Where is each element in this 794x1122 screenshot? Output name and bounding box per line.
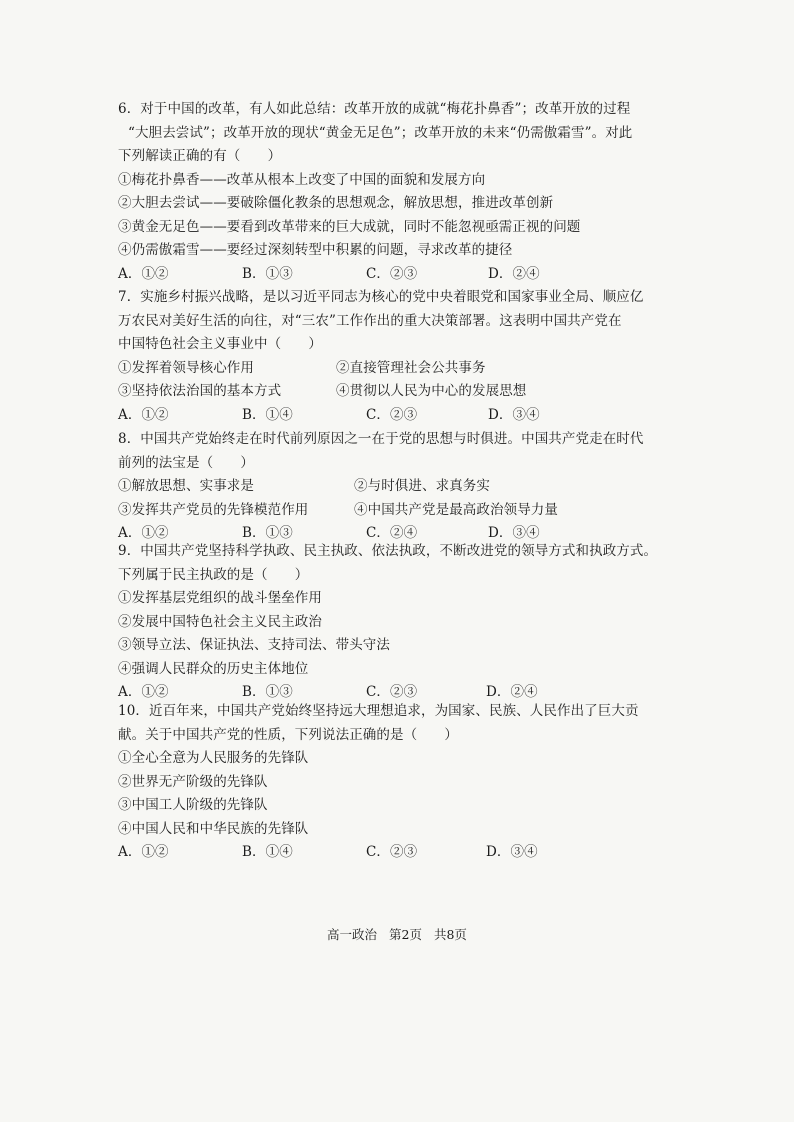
answer-options [118,404,664,428]
footer-total-pages: 共8页 [433,927,467,942]
question-stem: 献。关于中国共产党的性质，下列说法正确的是（ ） [118,726,458,743]
option-b: B．①③ [242,265,293,282]
choice-item: ②世界无产阶级的先锋队 [118,773,268,790]
choice-item: ④仍需傲霜雪——要经过深刻转型中积累的问题，寻求改革的捷径 [118,242,513,258]
question-stem: 9．中国共产党坚持科学执政、民主执政、依法执政，不断改进党的领导方式和执政方式。 [118,543,658,559]
footer-page-number: 第2页 [389,927,422,942]
choice-item: ④贯彻以人民为中心的发展思想 [336,383,527,399]
option-a: A．①② [118,844,169,860]
question-stem: 10．近百年来，中国共产党始终坚持远大理想追求，为国家、民族、人民作出了巨大贡 [118,703,639,719]
option-a: A．①② [118,406,169,423]
choice-item: ①发挥着领导核心作用 [118,359,254,376]
option-b: B．①④ [242,406,293,423]
choice-item: ①全心全意为人民服务的先锋队 [118,750,309,766]
question-stem: 8．中国共产党始终走在时代前列原因之一在于党的思想与时俱进。中国共产党走在时代 [118,431,644,447]
choice-item: ②与时俱进、求真务实 [354,478,490,494]
choice-item: ④中国人民和中华民族的先锋队 [118,820,309,837]
question-stem: 7．实施乡村振兴战略，是以习近平同志为核心的党中央着眼党和国家事业全局、顺应亿 [118,289,644,305]
question-8 [118,428,664,546]
question-9 [118,540,664,705]
choice-item: ①解放思想、实事求是 [118,478,254,494]
question-7 [118,286,664,427]
option-a: A．①② [118,265,169,282]
option-b: B．①④ [242,844,293,860]
choice-item-row [118,380,664,404]
choice-item: ④强调人民群众的历史主体地位 [118,660,309,677]
question-stem: 万农民对美好生活的向往，对“三农”工作作出的重大决策部署。这表明中国共产党在 [118,312,622,329]
option-c: C．②④ [366,525,418,541]
option-a: A．①② [118,525,169,541]
question-6 [118,98,664,286]
option-b: B．①③ [242,684,293,700]
option-c: C．②③ [366,406,418,423]
question-stem: 前列的法宝是（ ） [118,454,254,471]
choice-item: ③领导立法、保证执法、支持司法、带头守法 [118,637,390,653]
option-d: D．③④ [488,406,540,423]
option-c: C．②③ [366,844,418,860]
choice-item-row [118,499,664,523]
choice-item: ④中国共产党是最高政治领导力量 [354,501,558,518]
choice-item-row [118,475,664,499]
option-b: B．①③ [242,525,293,541]
answer-options [118,263,664,287]
question-10 [118,700,664,865]
question-stem: 中国特色社会主义事业中（ ） [118,336,322,352]
page-footer [0,925,794,943]
option-d: D．②④ [488,265,540,282]
choice-item: ③中国工人阶级的先锋队 [118,797,268,813]
choice-item: ③坚持依法治国的基本方式 [118,383,282,399]
option-d: D．③④ [488,525,540,541]
choice-item: ③黄金无足色——要看到改革带来的巨大成就，同时不能忽视亟需正视的问题 [118,218,581,235]
choice-item: ③发挥共产党员的先锋模范作用 [118,501,309,518]
choice-item: ②发展中国特色社会主义民主政治 [118,613,322,630]
answer-options [118,841,664,865]
option-c: C．②③ [366,684,418,700]
question-stem: 下列属于民主执政的是（ ） [118,566,309,583]
question-stem: “大胆去尝试”；改革开放的现状“黄金无足色”；改革开放的未来“仍需傲霜雪”。对此 [128,124,633,141]
option-d: D．③④ [486,844,538,860]
choice-item-row [118,357,664,381]
option-a: A．①② [118,684,169,700]
question-stem: 6．对于中国的改革，有人如此总结：改革开放的成就“梅花扑鼻香”；改革开放的过程 [118,101,631,117]
option-c: C．②③ [366,265,418,282]
choice-item: ①梅花扑鼻香——改革从根本上改变了中国的面貌和发展方向 [118,171,486,188]
question-stem: 下列解读正确的有（ ） [118,148,282,164]
choice-item: ①发挥基层党组织的战斗堡垒作用 [118,590,322,606]
choice-item: ②大胆去尝试——要破除僵化教条的思想观念，解放思想，推进改革创新 [118,195,554,211]
footer-subject: 高一政治 [327,927,378,942]
option-d: D．②④ [486,684,538,700]
choice-item: ②直接管理社会公共事务 [336,359,486,376]
